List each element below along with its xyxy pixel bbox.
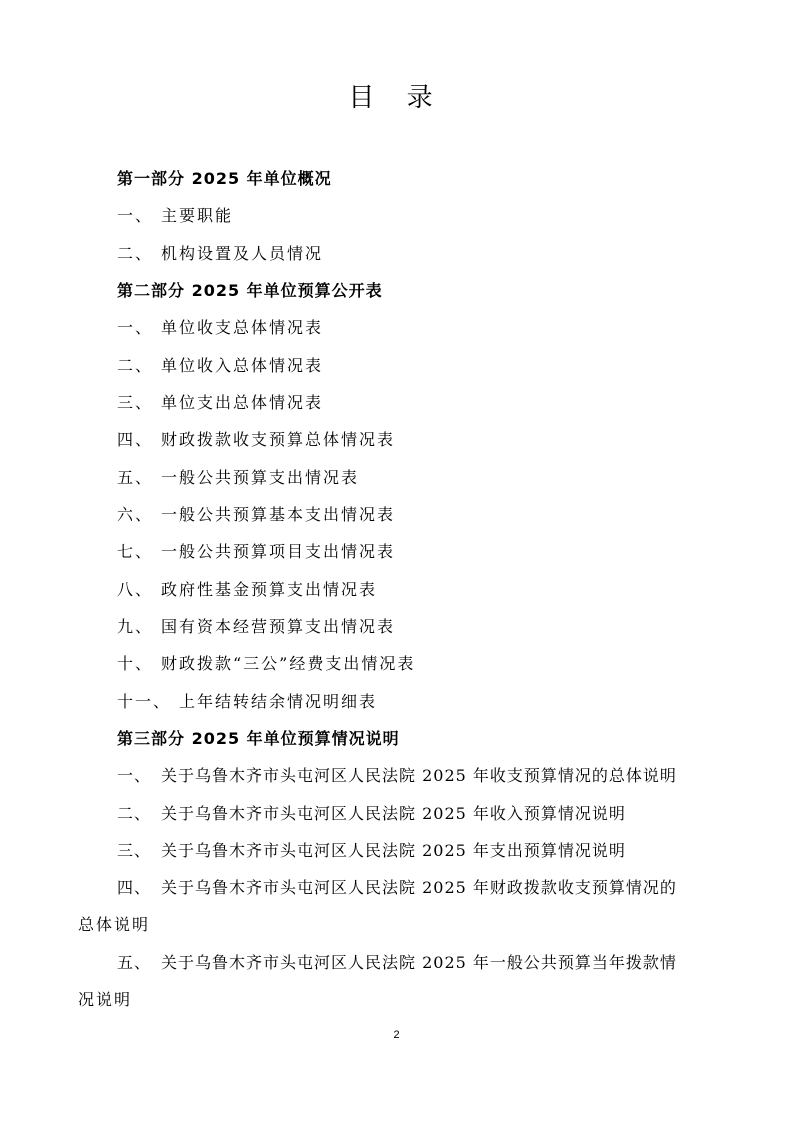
- toc-item-text: 关于乌鲁木齐市头屯河区人民法院 2025 年收支预算情况的总体说明: [161, 766, 677, 785]
- toc-item[interactable]: [117, 877, 677, 899]
- toc-item[interactable]: [117, 579, 377, 601]
- toc-item-text: 财政拨款收支预算总体情况表: [161, 430, 396, 449]
- part3-heading: 第三部分 2025 年单位预算情况说明: [117, 729, 400, 748]
- toc-item-text: 机构设置及人员情况: [161, 244, 324, 263]
- toc-title: 目 录: [348, 83, 445, 113]
- part1-heading: 第一部分 2025 年单位概况: [117, 169, 332, 188]
- toc-item-text: 国有资本经营预算支出情况表: [161, 617, 396, 636]
- toc-item[interactable]: [117, 765, 677, 787]
- toc-item-number: 二、: [117, 356, 154, 375]
- toc-item[interactable]: [117, 392, 323, 414]
- toc-item-continuation[interactable]: 况说明: [78, 990, 133, 1009]
- toc-item-text: 主要职能: [161, 206, 234, 225]
- toc-item-text: 上年结转结余情况明细表: [179, 692, 378, 711]
- toc-item[interactable]: [117, 317, 323, 339]
- toc-item-number: 三、: [117, 841, 152, 860]
- toc-item-number: 八、: [117, 580, 154, 599]
- toc-item-number: 七、: [117, 542, 154, 561]
- toc-item-text: 一般公共预算支出情况表: [161, 468, 360, 487]
- toc-item-text: 单位收支总体情况表: [161, 318, 324, 337]
- toc-item-number: 九、: [117, 617, 154, 636]
- toc-item[interactable]: [117, 840, 626, 862]
- toc-item-number: 一、: [117, 766, 152, 785]
- toc-item-text: 关于乌鲁木齐市头屯河区人民法院 2025 年支出预算情况说明: [161, 841, 626, 860]
- toc-item[interactable]: [117, 691, 377, 713]
- toc-item[interactable]: [117, 653, 415, 675]
- toc-item[interactable]: [117, 541, 395, 563]
- toc-item[interactable]: [117, 952, 677, 974]
- toc-item-text: 关于乌鲁木齐市头屯河区人民法院 2025 年一般公共预算当年拨款情: [161, 953, 677, 972]
- toc-item[interactable]: [117, 803, 626, 825]
- toc-item-number: 二、: [117, 244, 154, 263]
- toc-item[interactable]: [117, 504, 395, 526]
- page-number: 2: [393, 1029, 400, 1041]
- toc-item-number: 五、: [117, 468, 154, 487]
- toc-item-number: 十、: [117, 654, 154, 673]
- toc-item[interactable]: [117, 205, 233, 227]
- toc-item-text: 关于乌鲁木齐市头屯河区人民法院 2025 年收入预算情况说明: [161, 804, 626, 823]
- toc-item-number: 四、: [117, 430, 154, 449]
- toc-item-number: 四、: [117, 878, 152, 897]
- toc-item-text: 一般公共预算项目支出情况表: [161, 542, 396, 561]
- toc-item-text: 关于乌鲁木齐市头屯河区人民法院 2025 年财政拨款收支预算情况的: [161, 878, 677, 897]
- toc-item-text: 单位支出总体情况表: [161, 393, 324, 412]
- toc-item-number: 一、: [117, 318, 154, 337]
- toc-item[interactable]: [117, 616, 395, 638]
- toc-item-text: 一般公共预算基本支出情况表: [161, 505, 396, 524]
- toc-item-number: 二、: [117, 804, 152, 823]
- toc-item[interactable]: [117, 467, 359, 489]
- toc-item[interactable]: [117, 429, 395, 451]
- toc-item-text: 财政拨款“三公”经费支出情况表: [161, 654, 416, 673]
- toc-item-text: 政府性基金预算支出情况表: [161, 580, 378, 599]
- toc-item-number: 一、: [117, 206, 154, 225]
- toc-item-text: 单位收入总体情况表: [161, 356, 324, 375]
- toc-item[interactable]: [117, 355, 323, 377]
- toc-item-number: 六、: [117, 505, 154, 524]
- toc-item-continuation[interactable]: 总体说明: [78, 915, 151, 934]
- toc-item-number: 十一、: [117, 692, 172, 711]
- toc-item-number: 三、: [117, 393, 154, 412]
- toc-item[interactable]: [117, 243, 323, 265]
- part2-heading: 第二部分 2025 年单位预算公开表: [117, 281, 383, 300]
- toc-item-number: 五、: [117, 953, 152, 972]
